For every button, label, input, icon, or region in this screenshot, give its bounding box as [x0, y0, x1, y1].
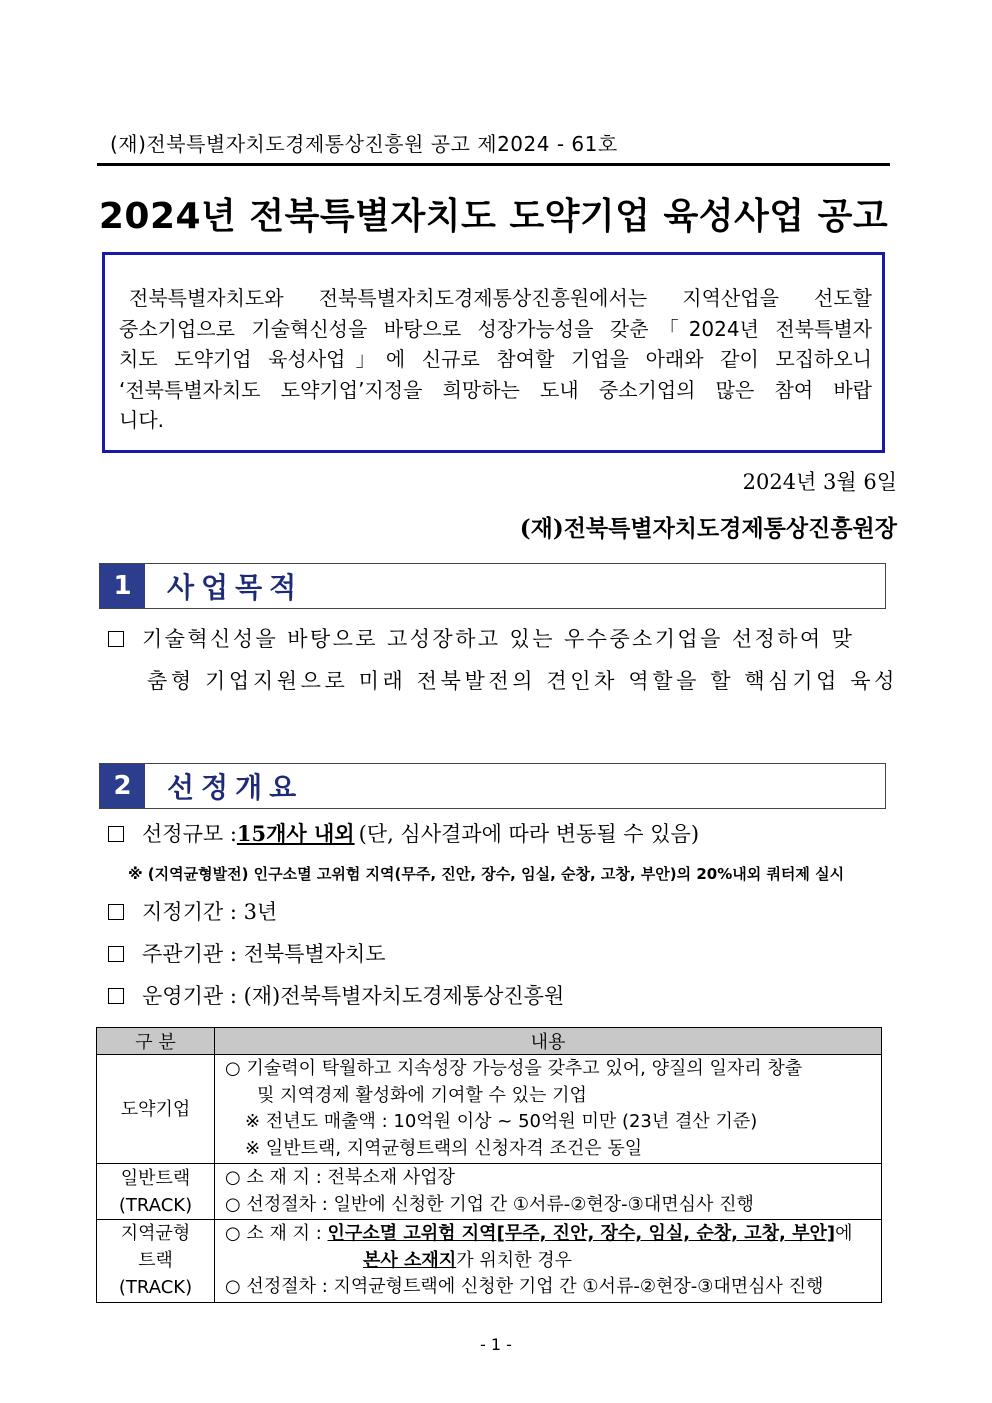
intro-box [102, 252, 885, 453]
host-text: 주관기관 : 전북특별자치도 [142, 942, 386, 966]
checkbox-square-icon [108, 904, 124, 920]
selection-scale-value: 15개사 내외 [236, 821, 355, 846]
content-emphasis: 인구소멸 고위험 지역[무주, 진안, 장수, 임실, 순창, 고창, 부안] [327, 1223, 836, 1244]
page-number: - 1 - [480, 1335, 512, 1354]
doc-number: (재)전북특별자치도경제통상진흥원 공고 제2024 - 61호 [110, 132, 618, 156]
purpose-line-2: 춤형 기업지원으로 미래 전북발전의 견인차 역할을 할 핵심기업 육성 [147, 669, 899, 693]
selection-scale-note: (단, 심사결과에 따라 변동될 수 있음) [358, 822, 700, 846]
row-label-text: (TRACK) [118, 1277, 193, 1299]
selection-scale-item [108, 818, 699, 848]
table-row [97, 1164, 882, 1220]
section-2-title: 선정개요 [167, 771, 304, 804]
content-line [225, 1221, 873, 1248]
content-text: 에 [835, 1223, 853, 1244]
row-content [215, 1055, 882, 1164]
period-item [108, 896, 277, 926]
intro-line: 전북특별자치도와 전북특별자치도경제통상진흥원에서는 지역산업을 선도할 [129, 286, 872, 310]
row-label-regional-track [97, 1220, 215, 1303]
selection-scale-label: 선정규모 : [142, 822, 237, 846]
period-text: 지정기간 : 3년 [142, 900, 278, 924]
row-label-general-track [97, 1164, 215, 1220]
section-2-header [99, 763, 886, 809]
content-line: ○ 소 재 지 : 전북소재 사업장 [225, 1167, 455, 1188]
table-row [97, 1055, 882, 1164]
table-header-content: 내용 [215, 1028, 882, 1055]
row-label-text: 지역균형 [120, 1223, 191, 1245]
row-label-text: 도약기업 [120, 1098, 191, 1120]
regional-quota-note: ※ (지역균형발전) 인구소멸 고위험 지역(무주, 진안, 장수, 임실, 순창, 고창, 부안)의 20%내외 쿼터제 실시 [128, 865, 845, 883]
header-rule [97, 163, 890, 166]
content-line: 및 지역경제 활성화에 기여할 수 있는 기업 [257, 1084, 587, 1106]
table-header-category: 구 분 [97, 1028, 215, 1055]
content-line: ※ 전년도 매출액 : 10억원 이상 ~ 50억원 미만 (23년 결산 기준) [245, 1111, 758, 1132]
table-header-row [97, 1028, 882, 1055]
section-2-number: 2 [100, 764, 145, 808]
checkbox-square-icon [108, 988, 124, 1004]
checkbox-square-icon [108, 946, 124, 962]
row-label-text: 트랙 [138, 1250, 173, 1272]
row-label-leap-company [97, 1055, 215, 1164]
row-content [215, 1220, 882, 1303]
content-text: 가 위치한 경우 [456, 1249, 572, 1271]
section-1-number: 1 [100, 564, 145, 608]
checkbox-square-icon [108, 631, 124, 647]
host-item [108, 938, 386, 968]
intro-line: 중소기업으로 기술혁신성을 바탕으로 성장가능성을 갖춘「2024년 전북특별자 [119, 316, 872, 341]
intro-line: 니다. [119, 408, 164, 432]
intro-line: 치도 도약기업 육성사업」에 신규로 참여할 기업을 아래와 같이 모집하오니 [119, 347, 872, 371]
operator-text: 운영기관 : (재)전북특별자치도경제통상진흥원 [142, 984, 565, 1008]
announcement-date: 2024년 3월 6일 [742, 470, 897, 494]
row-content [215, 1164, 882, 1220]
content-line [225, 1248, 873, 1275]
content-line: ○ 선정절차 : 지역균형트랙에 신청한 기업 간 ①서류-②현장-③대면심사 진행 [225, 1276, 824, 1297]
intro-line: ‘전북특별자치도 도약기업’지정을 희망하는 도내 중소기업의 많은 참여 바랍 [119, 377, 872, 402]
criteria-table [96, 1027, 882, 1303]
table-row [97, 1220, 882, 1303]
purpose-line-1: 기술혁신성을 바탕으로 고성장하고 있는 우수중소기업을 선정하여 맞 [142, 627, 855, 651]
content-line: ※ 일반트랙, 지역균형트랙의 신청자격 조건은 동일 [245, 1137, 643, 1159]
content-emphasis: 본사 소재지 [363, 1249, 457, 1271]
purpose-item [108, 623, 900, 653]
page-title: 2024년 전북특별자치도 도약기업 육성사업 공고 [98, 196, 889, 237]
section-1-title: 사업목적 [167, 571, 304, 604]
content-line: ○ 기술력이 탁월하고 지속성장 가능성을 갖추고 있어, 양질의 일자리 창출 [225, 1058, 803, 1079]
checkbox-square-icon [108, 826, 124, 842]
section-1-header [99, 563, 886, 609]
row-label-text: 일반트랙 [120, 1167, 191, 1189]
issuer-name: (재)전북특별자치도경제통상진흥원장 [519, 515, 897, 542]
content-text: ○ 소 재 지 : [225, 1223, 328, 1244]
row-label-text: (TRACK) [118, 1194, 193, 1216]
content-line: ○ 선정절차 : 일반에 신청한 기업 간 ①서류-②현장-③대면심사 진행 [225, 1193, 754, 1215]
operator-item [108, 980, 564, 1010]
